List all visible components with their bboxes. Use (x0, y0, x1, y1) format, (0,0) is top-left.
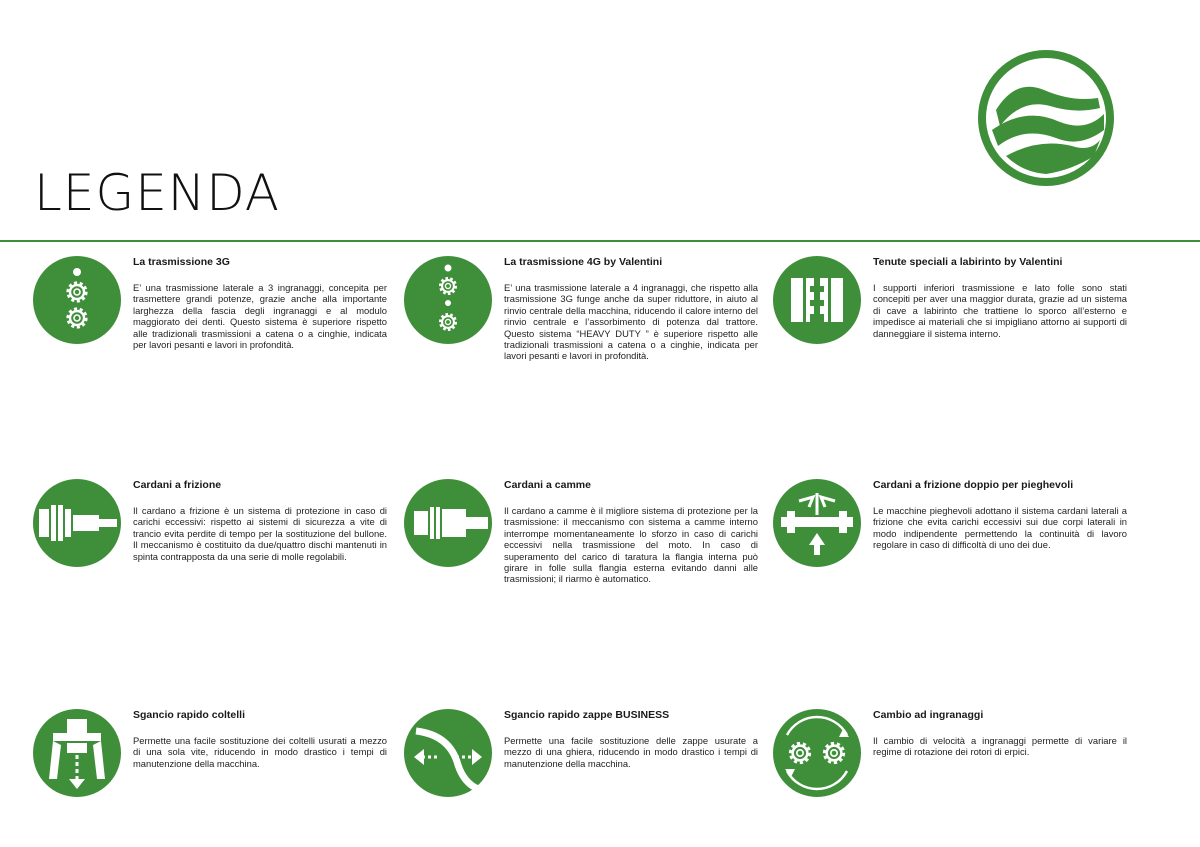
header-divider (0, 240, 1200, 242)
legend-item (33, 256, 393, 366)
item-title: Sgancio rapido coltelli (133, 709, 246, 721)
item-description: Permette una facile sostituzione dei coltelli usurati a mezzo di una sola vite, riducendo in modo drastico i tempi di manutenzione della macchina. (133, 735, 387, 769)
legend-item (404, 256, 764, 366)
item-description: E’ una trasmissione laterale a 3 ingranaggi, concepita per trasmettere grandi potenze, grazie anche alla importante larghezza della fascia degli ingranaggi e al modulo maggiorato dei denti. Questo sistema è superiore rispetto alle tradizionali trasmissioni a catena o a cinghie, indicata per lavori pesanti e lavori in profondità. (133, 282, 387, 351)
knife-quick-release-icon (33, 709, 121, 797)
hoe-quick-release-icon (404, 709, 492, 797)
legend-item (33, 709, 393, 819)
friction-cardan-icon (33, 479, 121, 567)
item-description: Il cardano a frizione è un sistema di protezione in caso di carichi eccessivi: rispetto ai sistemi di sicurezza a vite di trancio evita perdite di tempo per la sostituzione del bullone. Il meccanismo è costituito da due/quattro dischi mantenuti in spinta contrapposta da una serie di molle regolabili. (133, 505, 387, 562)
legend-item (33, 479, 393, 589)
legend-item (404, 709, 764, 819)
item-title: Cardani a frizione (133, 479, 222, 491)
item-description: Il cambio di velocità a ingranaggi permette di variare il regime di rotazione dei rotori di erpici. (873, 735, 1127, 758)
item-description: I supporti inferiori trasmissione e lato folle sono stati concepiti per aver una maggior durata, grazie ad un sistema di cave a labirinto che trattiene lo sporco all’esterno e impedisce ai materiali che si impigliano attorno ai supporti di danneggiare il sistema interno. (873, 282, 1127, 339)
gears-4g-icon (404, 256, 492, 344)
legend-item (773, 256, 1133, 366)
hills-sun-logo-icon (976, 48, 1116, 188)
item-description: Le macchine pieghevoli adottano il sistema cardani laterali a frizione che evita carichi eccessivi sui due corpi laterali in modo indipendente permettendo la continuità di lavoro regolare in caso di difficoltà di uno dei due. (873, 505, 1127, 551)
gears-3g-icon (33, 256, 121, 344)
legend-item (404, 479, 764, 589)
item-description: Il cardano a camme è il migliore sistema di protezione per la trasmissione: il meccanismo con sistema a camme interno interrompe momentaneamente lo sforzo in caso di carichi eccessivi nella trasmissione del moto. In caso di superamento del carico di taratura la flangia interna può girare in folle sulla flangia esterna evitando danni alle trasmissioni; il riarmo è automatico. (504, 505, 758, 585)
cam-cardan-icon (404, 479, 492, 567)
item-description: Permette una facile sostituzione delle zappe usurate a mezzo di una ghiera, riducendo in modo drastico i tempi di manutenzione della macchina. (504, 735, 758, 769)
item-title: Sgancio rapido zappe BUSINESS (504, 709, 670, 721)
gear-change-icon (773, 709, 861, 797)
page-title: LEGENDA (34, 164, 281, 222)
item-title: Cardani a frizione doppio per pieghevoli (873, 479, 1074, 491)
item-description: E’ una trasmissione laterale a 4 ingranaggi, che rispetto alla trasmissione 3G funge anche da super riduttore, in aiuto al rinvio centrale della macchina, riducendo il calore interno del rinvio centrale e l’assorbimento di potenza dal trattore. Questo sistema “HEAVY DUTY ” è superiore rispetto alle tradizionali trasmissioni a catena o a cinghie, indicata per lavori pesanti e lavori in profondità. (504, 282, 758, 362)
item-title: La trasmissione 4G by Valentini (504, 256, 663, 268)
item-title: Cambio ad ingranaggi (873, 709, 984, 721)
double-friction-cardan-icon (773, 479, 861, 567)
labyrinth-seal-icon (773, 256, 861, 344)
item-title: La trasmissione 3G (133, 256, 230, 268)
item-title: Tenute speciali a labirinto by Valentini (873, 256, 1063, 268)
legend-item (773, 479, 1133, 589)
item-title: Cardani a camme (504, 479, 591, 491)
legend-item (773, 709, 1133, 819)
